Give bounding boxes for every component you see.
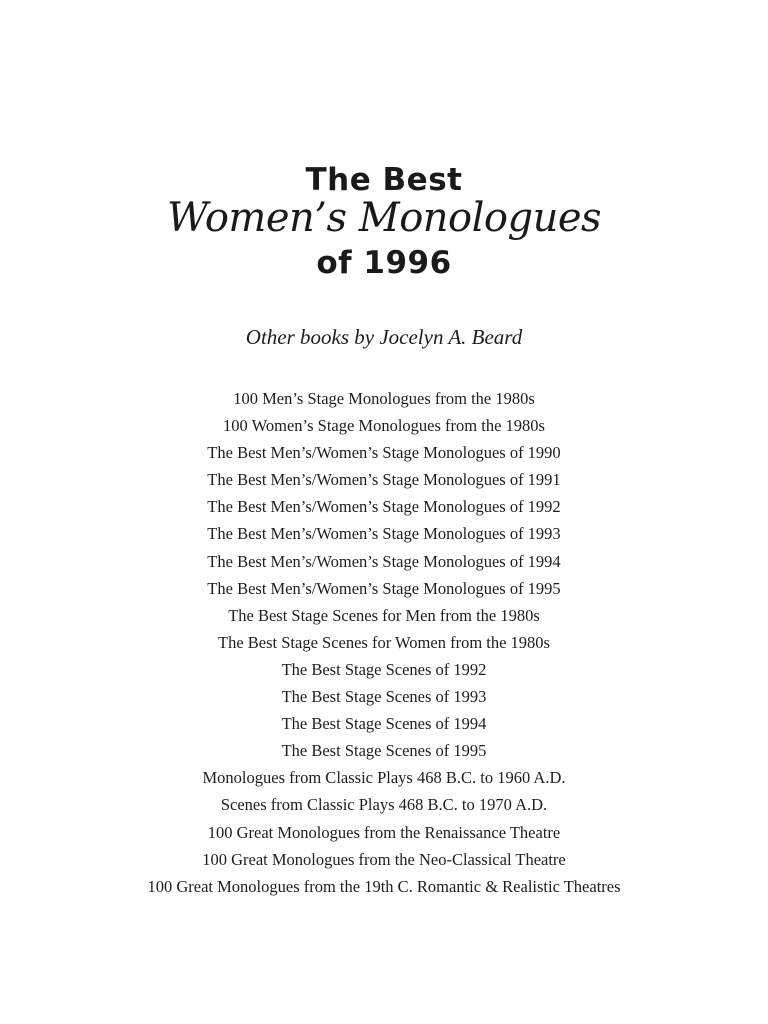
book-title: 100 Women’s Stage Monologues from the 1980s xyxy=(223,416,545,436)
book-title: The Best Stage Scenes of 1993 xyxy=(281,687,487,707)
book-title: The Best Men’s/Women’s Stage Monologues of 1990 xyxy=(207,443,561,463)
book-title: The Best Men’s/Women’s Stage Monologues of 1993 xyxy=(207,524,561,544)
book-title: The Best Men’s/Women’s Stage Monologues of 1992 xyxy=(207,497,561,517)
book-title: The Best Stage Scenes of 1994 xyxy=(281,714,487,734)
book-title: 100 Great Monologues from the Renaissance Theatre xyxy=(207,822,561,842)
book-title: The Best Men’s/Women’s Stage Monologues of 1995 xyxy=(207,578,561,598)
book-title: The Best Stage Scenes for Men from the 1980s xyxy=(228,605,540,625)
book-title: The Best Stage Scenes for Women from the 1980s xyxy=(218,632,550,652)
title-line-2: Women’s Monologues xyxy=(166,195,602,241)
book-title: Scenes from Classic Plays 468 B.C. to 1970 A.D. xyxy=(220,795,548,815)
other-books-list xyxy=(0,385,768,900)
title-line-3: of 1996 xyxy=(316,245,452,281)
book-title: The Best Men’s/Women’s Stage Monologues of 1994 xyxy=(207,551,561,571)
book-title: 100 Great Monologues from the Neo-Classical Theatre xyxy=(202,849,566,869)
book-title: The Best Stage Scenes of 1992 xyxy=(281,659,487,679)
book-title: The Best Stage Scenes of 1995 xyxy=(281,741,487,761)
book-title: 100 Men’s Stage Monologues from the 1980s xyxy=(233,389,535,408)
title-line-1: The Best xyxy=(305,162,463,198)
other-books-heading: Other books by Jocelyn A. Beard xyxy=(245,325,523,349)
book-title: Monologues from Classic Plays 468 B.C. to 1960 A.D. xyxy=(202,768,566,788)
book-title: The Best Men’s/Women’s Stage Monologues of 1991 xyxy=(207,470,561,490)
book-title: 100 Great Monologues from the 19th C. Romantic & Realistic Theatres xyxy=(147,876,621,896)
